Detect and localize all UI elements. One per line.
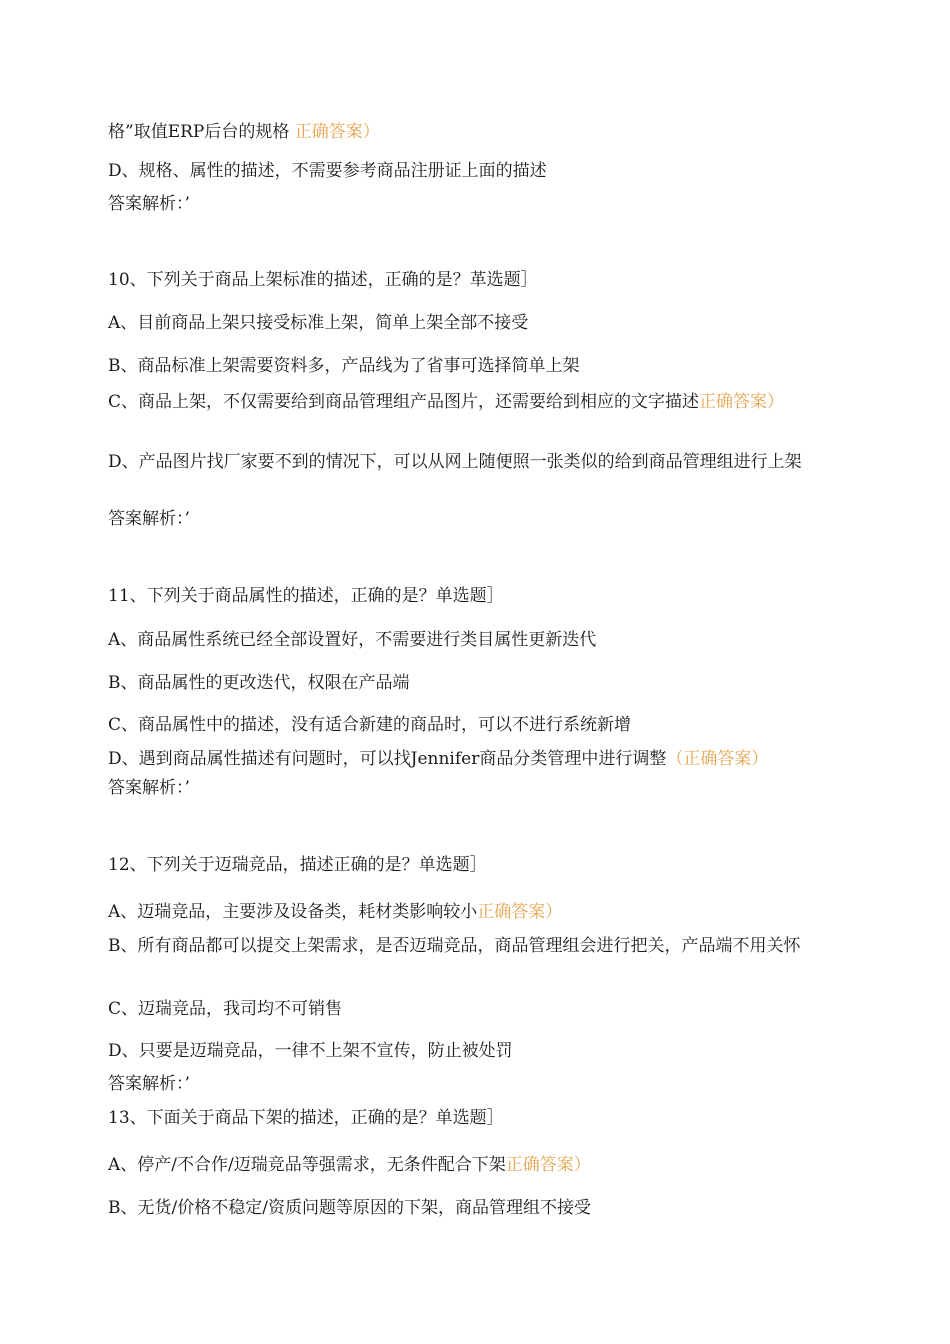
- correct-answer-mark: （正确答案）: [666, 749, 769, 769]
- option-b: B、商品标准上架需要资料多，产品线为了省事可选择简单上架: [108, 356, 580, 376]
- option-b: B、无货/价格不稳定/资质问题等原因的下架，商品管理组不接受: [108, 1198, 591, 1218]
- question-11: 11、下列关于商品属性的描述，正确的是？单选题］: [108, 586, 504, 606]
- option-d: D、产品图片找厂家要不到的情况下，可以从网上随便照一张类似的给到商品管理组进行上架: [108, 452, 802, 472]
- answer-explanation: 答案解析：’: [108, 194, 190, 214]
- answer-explanation: 答案解析：’: [108, 509, 190, 529]
- option-a: A、停产/不合作/迈瑞竞品等强需求，无条件配合下架正确答案）: [108, 1155, 591, 1175]
- question-13: 13、下面关于商品下架的描述，正确的是？单选题］: [108, 1108, 504, 1128]
- answer-explanation: 答案解析：’: [108, 778, 190, 798]
- option-d: D、遇到商品属性描述有问题时，可以找Jennifer商品分类管理中进行调整（正确答案）: [108, 749, 769, 769]
- option-d: D、规格、属性的描述，不需要参考商品注册证上面的描述: [108, 161, 547, 181]
- question-12: 12、下列关于迈瑞竞品，描述正确的是？单选题］: [108, 855, 487, 875]
- correct-answer-mark: 正确答案）: [477, 902, 563, 922]
- option-c: C、商品属性中的描述，没有适合新建的商品时，可以不进行系统新增: [108, 715, 632, 735]
- option-a: A、商品属性系统已经全部设置好，不需要进行类目属性更新迭代: [108, 630, 597, 650]
- correct-answer-mark: 正确答案）: [699, 392, 785, 412]
- option-c: C、迈瑞竞品，我司均不可销售: [108, 999, 343, 1019]
- option-a: A、迈瑞竞品，主要涉及设备类，耗材类影响较小正确答案）: [108, 902, 563, 922]
- option-b: B、所有商品都可以提交上架需求，是否迈瑞竞品，商品管理组会进行把关，产品端不用关怀: [108, 936, 801, 956]
- answer-explanation: 答案解析：’: [108, 1074, 190, 1094]
- option-c: C、商品上架，不仅需要给到商品管理组产品图片，还需要给到相应的文字描述正确答案）: [108, 392, 785, 412]
- correct-answer-mark: 正确答案）: [294, 122, 380, 142]
- question-10: 10、下列关于商品上架标准的描述，正确的是？革选题］: [108, 270, 538, 290]
- correct-answer-mark: 正确答案）: [505, 1155, 591, 1175]
- option-b: B、商品属性的更改迭代，权限在产品端: [108, 673, 410, 693]
- option-d: D、只要是迈瑞竞品，一律不上架不宣传，防止被处罚: [108, 1041, 513, 1061]
- text-line: 格”取值ERP后台的规格 正确答案）: [108, 122, 380, 142]
- option-a: A、目前商品上架只接受标准上架，简单上架全部不接受: [108, 313, 529, 333]
